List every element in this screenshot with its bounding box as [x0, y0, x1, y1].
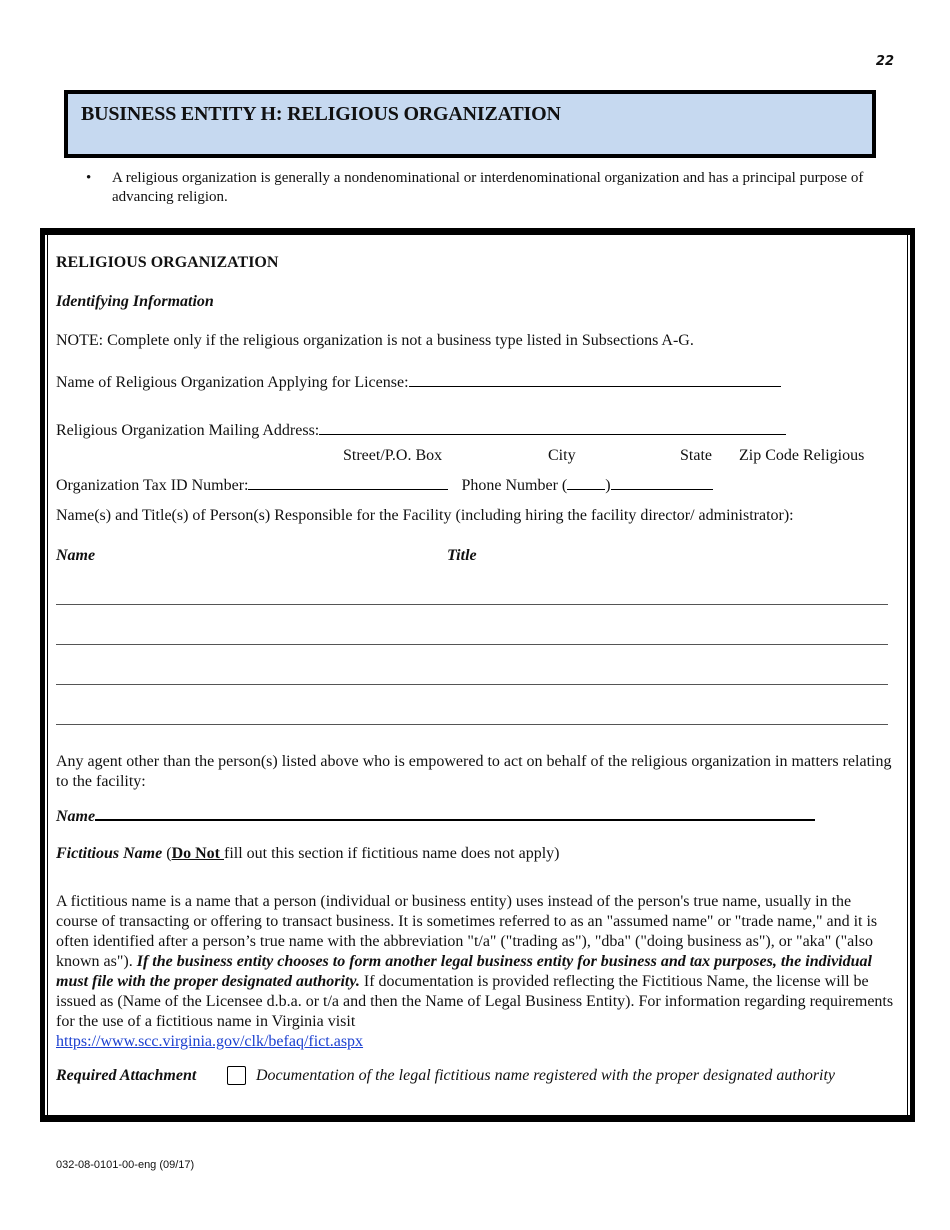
page-number: 22 [875, 54, 894, 69]
agent-text: Any agent other than the person(s) listed above who is empowered to act on behalf of the religious organization in matters relating to the facility: [56, 753, 892, 790]
identifying-info-heading: Identifying Information [56, 293, 214, 310]
attachment-checkbox[interactable] [227, 1066, 246, 1085]
mailing-address-label: Religious Organization Mailing Address: [56, 422, 320, 439]
responsible-entry-line-3[interactable] [56, 684, 888, 685]
fictitious-para-part2: If documentation is provided reflecting the Fictitious Name, the license will be issued as (Name of the Licensee d.b.a. or t/a and then the Name of Legal Business Entity). For information regarding requirements for the use of a fictitious name in Virginia visit [56, 973, 894, 1030]
org-name-label: Name of Religious Organization Applying for License: [56, 374, 409, 391]
fictitious-name-paragraph [56, 892, 896, 1052]
responsible-entry-line-2[interactable] [56, 644, 888, 645]
scc-fictitious-link[interactable]: https://www.scc.virginia.gov/clk/befaq/fict.aspx [56, 1033, 364, 1050]
city-sublabel: City [548, 447, 576, 464]
responsible-entry-line-1[interactable] [56, 604, 888, 605]
title-column-header: Title [447, 547, 477, 564]
fictitious-name-heading: Fictitious Name [56, 845, 163, 862]
tax-id-field[interactable] [248, 474, 448, 490]
fictitious-instruction: fill out this section if fictitious name does not apply) [224, 845, 560, 862]
tax-id-label: Organization Tax ID Number: [56, 477, 249, 494]
responsible-persons-label: Name(s) and Title(s) of Person(s) Responsible for the Facility (including hiring the facility director/ administrator): [56, 507, 794, 524]
fictitious-para-part1: A fictitious name is a name that a person (individual or business entity) uses instead of the person's true name, usually in the course of transacting or offering to transact business. It is sometimes referred to as an "assumed name" or "trade name," and it is often identified after a person’s true name with the abbreviation "t/a" ("trading as"), "dba" ("doing business as"), or "aka" ("also known as"). [56, 893, 878, 970]
fictitious-name-heading-row [56, 844, 560, 864]
phone-close-paren: ) [605, 477, 611, 494]
zip-sublabel: Zip Code Religious [739, 447, 865, 464]
responsible-entry-line-4[interactable] [56, 724, 888, 725]
section-header-box [64, 90, 876, 158]
org-name-field[interactable] [409, 371, 781, 387]
mailing-address-field[interactable] [319, 419, 786, 435]
note-text: NOTE: Complete only if the religious organization is not a business type listed in Subsections A-G. [56, 332, 694, 349]
tax-phone-row [56, 474, 713, 496]
form-section-title: RELIGIOUS ORGANIZATION [56, 254, 279, 271]
intro-bullet-text: A religious organization is generally a nondenominational or interdenominational organization and has a principal purpose of advancing religion. [112, 170, 864, 205]
bullet-icon: • [86, 170, 92, 186]
org-name-row [56, 371, 781, 393]
agent-name-row [56, 804, 815, 827]
agent-name-label: Name [56, 808, 96, 825]
phone-number-field[interactable] [611, 474, 713, 490]
form-code-footer: 032-08-0101-00-eng (09/17) [56, 1159, 195, 1171]
page-title: BUSINESS ENTITY H: RELIGIOUS ORGANIZATION [81, 103, 561, 125]
phone-area-code-field[interactable] [567, 474, 605, 490]
phone-label: Phone Number ( [461, 477, 568, 494]
street-sublabel: Street/P.O. Box [343, 447, 443, 464]
fictitious-open-paren: ( [162, 845, 172, 862]
attachment-description: Documentation of the legal fictitious name registered with the proper designated authority [256, 1067, 836, 1084]
fictitious-para-bold: If the business entity chooses to form another legal business entity for business and tax purposes, the individual must file with the proper designated authority. [56, 953, 872, 990]
name-column-header: Name [56, 547, 96, 564]
do-not-emphasis: Do Not [171, 845, 224, 862]
state-sublabel: State [680, 447, 712, 464]
agent-name-field[interactable] [95, 804, 815, 821]
required-attachment-label: Required Attachment [56, 1067, 197, 1084]
mailing-address-row [56, 419, 786, 441]
